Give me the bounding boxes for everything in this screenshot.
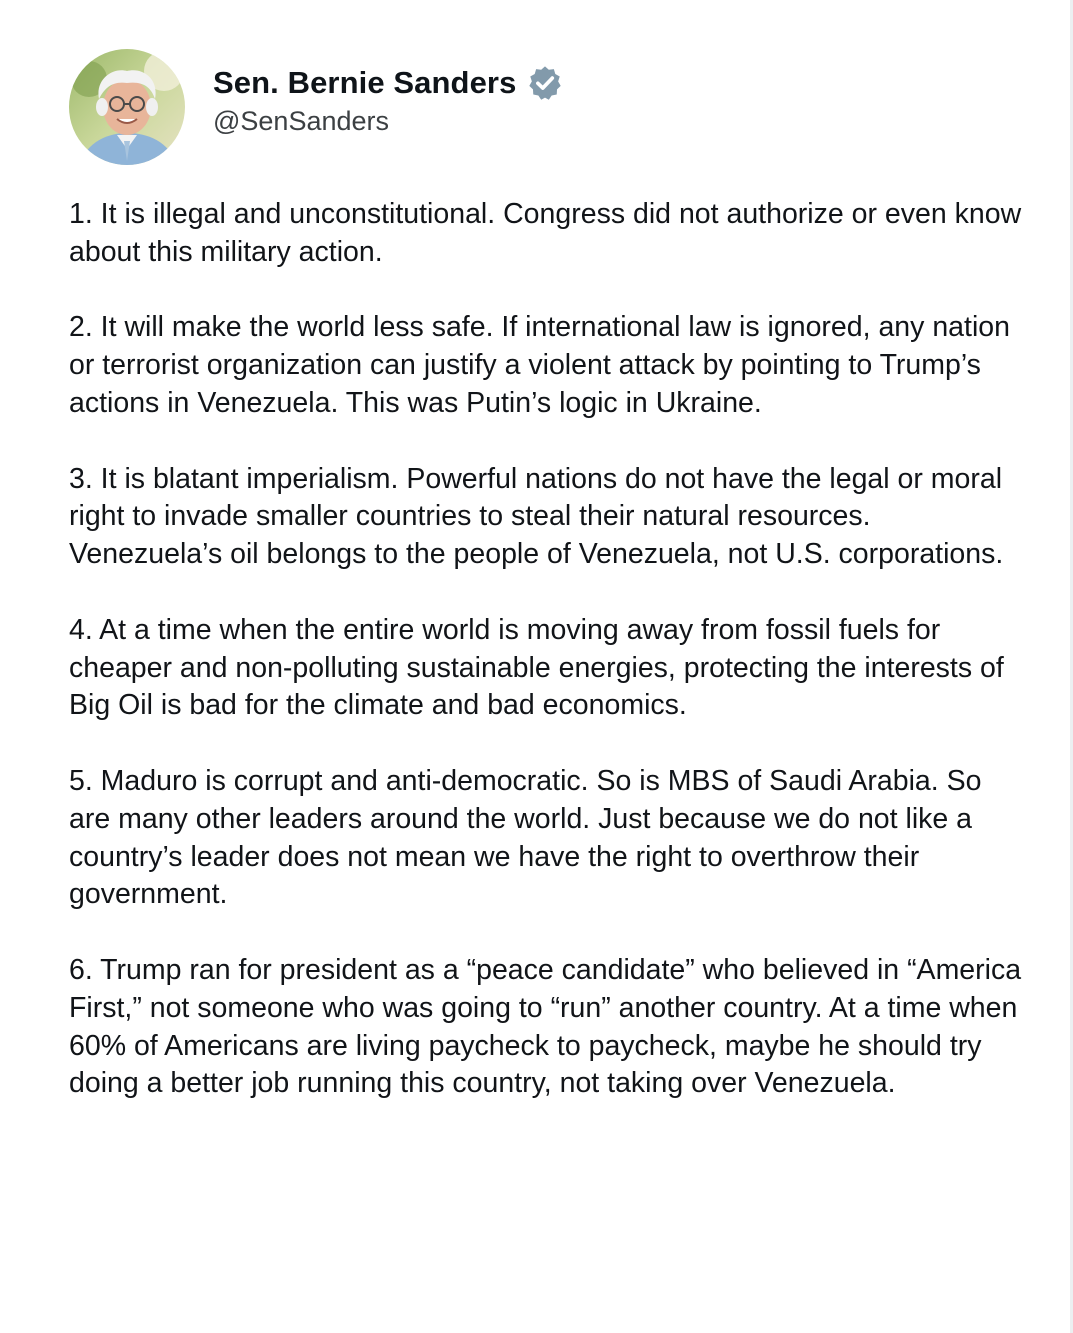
tweet-text (69, 196, 1029, 1103)
tweet-paragraph-1: 1. It is illegal and unconstitutional. Congress did not authorize or even know about this military action. (69, 198, 1022, 268)
tweet-paragraph-2: 2. It will make the world less safe. If international law is ignored, any nation or terrorist organization can justify a violent attack by pointing to Trump’s actions in Venezuela. This was Putin’s logic in Ukraine. (69, 311, 1010, 419)
verified-badge-icon (526, 64, 564, 102)
author-names (213, 62, 564, 137)
avatar-photo-icon (69, 49, 185, 165)
tweet-paragraph-6: 6. Trump ran for president as a “peace candidate” who believed in “America First,” not someone who was going to “run” another country. At a time when 60% of Americans are living paycheck to paycheck, maybe he should try doing a better job running this country, not taking over Venezuela. (69, 953, 1022, 1100)
avatar[interactable] (69, 49, 185, 165)
tweet-paragraph-5: 5. Maduro is corrupt and anti-democratic. So is MBS of Saudi Arabia. So are many other leaders around the world. Just because we do not like a country’s leader does not mean we have the right to overthrow their government. (69, 764, 982, 911)
display-name-row (213, 62, 564, 104)
author-handle[interactable]: @SenSanders (213, 105, 390, 136)
tweet-paragraph-3: 3. It is blatant imperialism. Powerful nations do not have the legal or moral right to invade smaller countries to steal their natural resources. Venezuela’s oil belongs to the people of Venezuela, not U.S. corporations. (69, 462, 1004, 571)
tweet-card (69, 48, 1029, 1103)
tweet-header (69, 48, 1029, 166)
author-display-name[interactable]: Sen. Bernie Sanders (213, 64, 517, 100)
tweet-paragraph-4: 4. At a time when the entire world is moving away from fossil fuels for cheaper and non-polluting sustainable energies, protecting the interests of Big Oil is bad for the climate and bad economics. (69, 613, 1004, 722)
